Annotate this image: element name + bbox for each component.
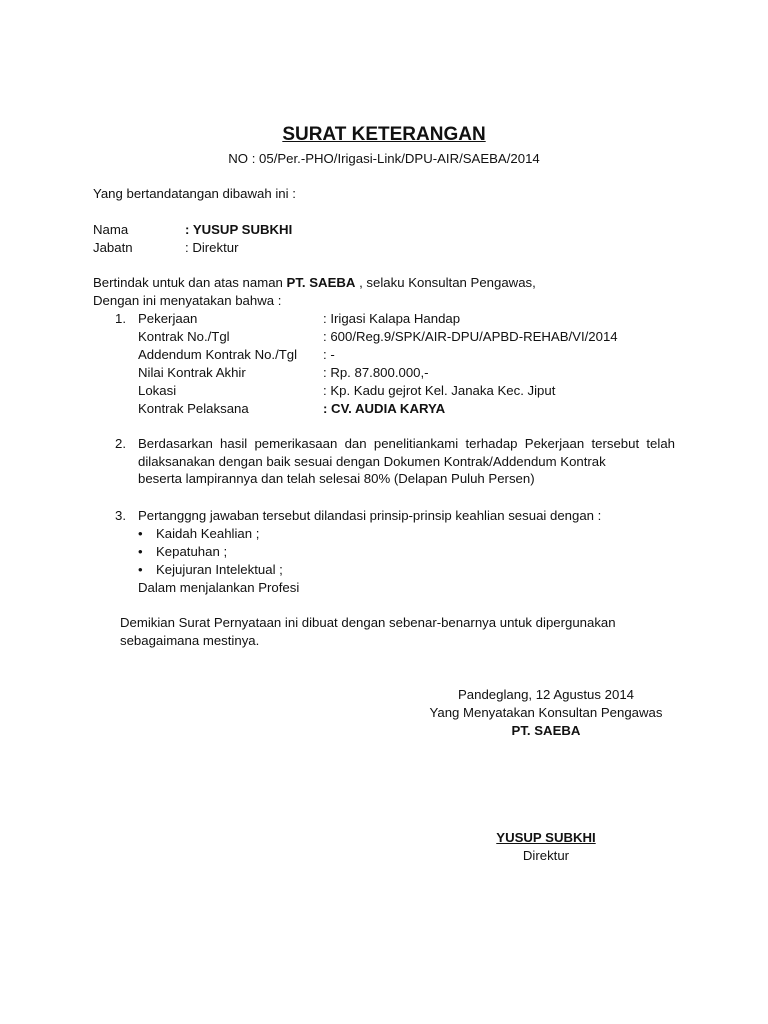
bullet-text: Kepatuhan ; [156, 544, 228, 559]
field-label-contract: Kontrak No./Tgl [138, 329, 230, 344]
closing-paragraph [120, 614, 675, 649]
place-date: Pandeglang, 12 Agustus 2014 [458, 687, 634, 702]
bullet-icon: • [138, 562, 143, 577]
item-3-text: Pertanggng jawaban tersebut dilandasi prinsip-prinsip keahlian sesuai dengan : [138, 508, 602, 523]
bullet-item [138, 543, 227, 561]
document-title: SURAT KETERANGAN [282, 124, 486, 145]
document-number: NO : 05/Per.-PHO/Irigasi-Link/DPU-AIR/SAEBA/2014 [228, 151, 540, 166]
statement-line-1 [93, 274, 536, 292]
field-value-location: : Kp. Kadu gejrot Kel. Janaka Kec. Jiput [323, 383, 556, 398]
item-2-paragraph [138, 435, 675, 488]
field-value-contract: : 600/Reg.9/SPK/AIR-DPU/APBD-REHAB/VI/2014 [323, 329, 618, 344]
name-value: : YUSUP SUBKHI [185, 222, 293, 237]
field-label-work: Pekerjaan [138, 311, 198, 326]
field-value-addendum: : - [323, 347, 335, 362]
field-label-addendum: Addendum Kontrak No./Tgl [138, 347, 298, 362]
signatory-position: Direktur [522, 848, 570, 863]
position-value: : Direktur [185, 240, 239, 255]
field-value-contract-value: : Rp. 87.800.000,- [323, 365, 429, 380]
bullet-item [138, 525, 259, 543]
field-value-contractor: : CV. AUDIA KARYA [323, 401, 446, 416]
signatory-name-text: YUSUP SUBKHI [496, 830, 596, 845]
bullet-text: Kejujuran Intelektual ; [156, 562, 283, 577]
closing-text: Demikian Surat Pernyataan ini dibuat dengan sebenar-benarnya untuk dipergunakan [120, 615, 616, 630]
signatory-company: PT. SAEBA [511, 723, 581, 738]
statement-post: , selaku Konsultan Pengawas, [355, 275, 536, 290]
item-2-text-last: beserta lampirannya dan telah selesai 80% (Delapan Puluh Persen) [138, 471, 535, 487]
item-1-number: 1. [115, 311, 126, 326]
field-value-work: : Irigasi Kalapa Handap [323, 311, 461, 326]
bullet-icon: • [138, 526, 143, 541]
field-label-location: Lokasi [138, 383, 177, 398]
closing-text-last: sebagaimana mestinya. [120, 632, 260, 648]
item-3-after: Dalam menjalankan Profesi [138, 580, 300, 595]
statement-pre: Bertindak untuk dan atas naman [93, 275, 287, 290]
intro-text: Yang bertandatangan dibawah ini : [93, 186, 296, 201]
signatory-role: Yang Menyatakan Konsultan Pengawas [429, 705, 663, 720]
field-label-contract-value: Nilai Kontrak Akhir [138, 365, 246, 380]
bullet-text: Kaidah Keahlian ; [156, 526, 260, 541]
field-label-contractor: Kontrak Pelaksana [138, 401, 249, 416]
item-2-number: 2. [115, 436, 126, 451]
statement-company: PT. SAEBA [286, 275, 356, 290]
bullet-icon: • [138, 544, 143, 559]
bullet-item [138, 561, 283, 579]
statement-line-2: Dengan ini menyatakan bahwa : [93, 293, 282, 308]
signatory-name [396, 829, 696, 847]
item-3-number: 3. [115, 508, 126, 523]
name-label: Nama [93, 222, 129, 237]
item-2-text: Berdasarkan hasil pemerikasaan dan penelitiankami terhadap Pekerjaan tersebut telah dilaksanakan dengan baik sesuai dengan Dokumen Kontrak/Addendum Kontrak [138, 436, 675, 469]
position-label: Jabatn [93, 240, 133, 255]
